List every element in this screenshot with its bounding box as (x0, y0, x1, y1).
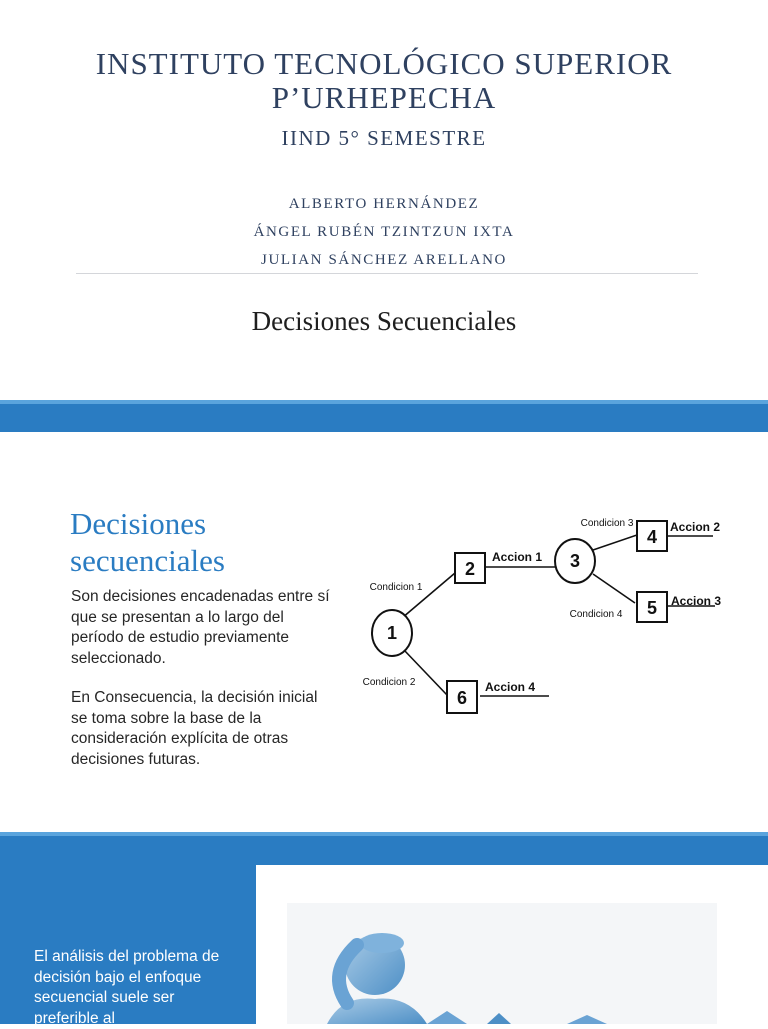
edge-1-6 (404, 650, 447, 695)
edge-1-2 (402, 573, 455, 618)
slide-heading-line1: Decisiones (70, 506, 207, 541)
choice-shape (567, 1015, 607, 1024)
edge-3-4 (593, 535, 637, 550)
author-name: JULIAN SÁNCHEZ ARELLANO (261, 252, 507, 268)
node-label-3: 3 (569, 551, 581, 571)
slide-separator-band (0, 836, 768, 865)
action-label-1: Accion 1 (492, 550, 543, 564)
author-name: ALBERTO HERNÁNDEZ (288, 196, 480, 212)
action-label-2: Accion 2 (670, 520, 721, 534)
edge-3-5 (593, 574, 635, 603)
action-label-4: Accion 4 (485, 680, 536, 694)
side-panel-text: El análisis del problema de decisión bajo el enfoque secuencial suele ser preferible al (34, 948, 220, 1027)
slide-heading (70, 505, 350, 579)
node-label-6: 6 (456, 688, 468, 708)
condition-label-2: Condicion 2 (362, 677, 416, 688)
presentation-subtitle: Decisiones Secuenciales (251, 306, 517, 336)
node-label-1: 1 (386, 623, 398, 643)
condition-label-3: Condicion 3 (580, 518, 634, 529)
institution-name-line1: INSTITUTO TECNOLÓGICO SUPERIOR (95, 46, 673, 81)
figure-hand (360, 933, 404, 953)
consequence-paragraph: En Consecuencia, la decisión inicial se toma sobre la base de la consideración explícita de otras decisiones futuras. (71, 689, 318, 768)
choice-shape (427, 1011, 467, 1024)
title-divider (76, 273, 698, 274)
definition-paragraph: Son decisiones encadenadas entre sí que se presentan a lo largo del período de estudio previamente seleccionado. (71, 588, 330, 667)
institution-name-line2: P’URHEPECHA (271, 80, 497, 115)
slide-separator-band (0, 404, 768, 432)
author-name: ÁNGEL RUBÉN TZINTZUN IXTA (253, 224, 515, 240)
condition-label-1: Condicion 1 (369, 582, 423, 593)
choice-shape (487, 1013, 511, 1024)
slide-heading-line2: secuenciales (70, 543, 225, 578)
condition-label-4: Condicion 4 (569, 609, 623, 620)
node-label-2: 2 (464, 559, 476, 579)
node-label-5: 5 (646, 598, 658, 618)
semester-label: IIND 5° SEMESTRE (281, 126, 487, 150)
action-label-3: Accion 3 (671, 594, 722, 608)
node-label-4: 4 (646, 527, 658, 547)
thinking-figure-illustration (287, 903, 717, 1024)
thinking-person-icon (287, 903, 717, 1024)
decision-tree-diagram (355, 500, 735, 730)
